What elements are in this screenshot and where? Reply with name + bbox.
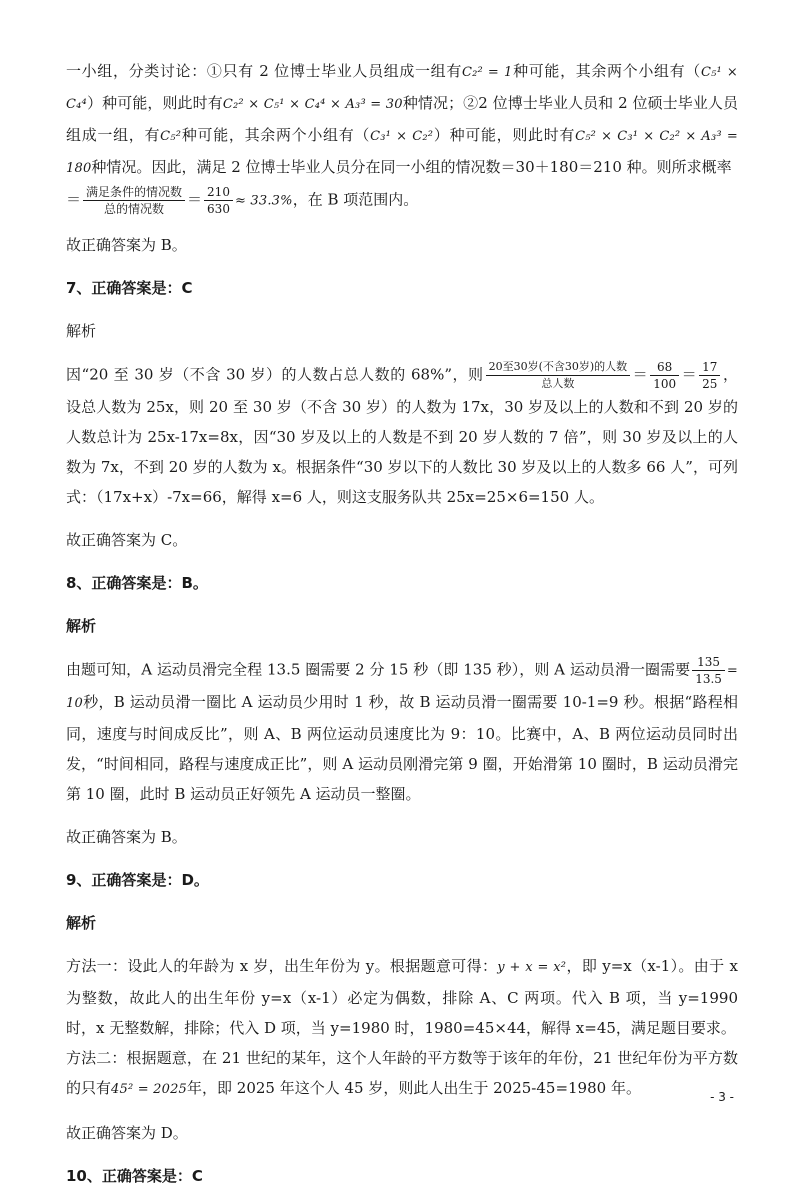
text: 组，有	[113, 126, 161, 144]
text: ）种可能，则此时有	[433, 126, 576, 144]
fraction	[204, 184, 233, 217]
formula: C₅²	[160, 129, 182, 144]
text: 方法一：设此人的年龄为 x 岁，出生年份为 y。根据题意可得：	[66, 957, 498, 975]
text: ＝	[681, 365, 698, 384]
fraction	[486, 359, 631, 392]
formula: C₂² = 1	[461, 65, 513, 80]
text: ，	[722, 365, 738, 384]
text: ，在 B 项范围内。	[292, 190, 419, 209]
fraction-denominator: 13.5	[695, 672, 722, 686]
text: 种可能，其余两个小组有（	[181, 126, 371, 144]
fraction-denominator: 总的情况数	[104, 202, 165, 216]
fraction-denominator: 630	[207, 202, 230, 216]
text: ，即 y=x（x-1）。由于 x 为整数，故此人的出生年份 y=x（x-1）必定为偶数，排除 A、C 两项。代入 B 项，当 y=1990 时，x 无整数解，排除；代入 D 项，当 y=1980 时，1980=45×44，解得 x=45，满足题目要求。	[66, 957, 738, 1037]
fraction	[699, 359, 720, 392]
text: 种可能，则此时有	[102, 94, 223, 112]
q7-analysis	[66, 359, 738, 512]
q7-title: 7、正确答案是：C	[66, 279, 193, 297]
formula: ≈ 33.3%	[234, 193, 293, 209]
text: ＝	[632, 365, 649, 384]
q7-analysis-heading: 解析	[66, 322, 97, 340]
text: 种情况；②2 位博士毕业人员和 2 位硕士毕业人员组成一	[66, 94, 738, 144]
q9-answer: 故正确答案为 D。	[66, 1124, 188, 1142]
fraction-numerator: 20至30岁(不含30岁)的人数	[486, 359, 631, 376]
text: 年，即 2025 年这个人 45 岁，则此人出生于 2025-45=1980 年。	[187, 1079, 641, 1097]
text: 一小组，分类讨论：①只有 2 位博士毕业人员组成一组有	[66, 62, 462, 80]
fraction-denominator: 25	[702, 377, 718, 391]
q8-answer: 故正确答案为 B。	[66, 828, 187, 846]
formula: C₂² × C₅¹ × C₄⁴ × A₃³ = 30	[222, 97, 403, 112]
fraction-numerator: 135	[692, 654, 725, 671]
fraction-numerator: 满足条件的情况数	[83, 184, 185, 201]
q9-method-two	[66, 1043, 738, 1105]
text: 秒，B 运动员滑一圈比 A 运动员少用时 1 秒，故 B 运动员滑一圈需要 10-1=9 秒。根据“路程相同，速度与时间成反比”，则 A、B 两位运动员速度比为 9：10。比赛中，A、B 两位运动员同时出发，“时间相同，路程与速度成正比”，则 A 运动员刚滑完第 9 圈，开始滑第 10 圈时，B 运动员滑完第 10 圈，此时 B 运动员正好领先 A 运动员一整圈。	[66, 693, 738, 803]
formula: C₃¹ × C₂²	[370, 129, 434, 144]
q6-answer: 故正确答案为 B。	[66, 236, 187, 254]
text: ＝	[187, 190, 203, 209]
text: 种可能，其余两个小组有（	[512, 62, 701, 80]
q8-analysis	[66, 654, 738, 809]
q9-title: 9、正确答案是：D。	[66, 871, 209, 889]
q9-method-one	[66, 951, 738, 1043]
text: 因“20 至 30 岁（不含 30 岁）的人数占总人数的 68%”，则	[66, 365, 484, 384]
formula: C₅² × C₃¹ × C₂² × A₃³ = 180	[66, 129, 738, 176]
formula: y + x = x²	[497, 960, 567, 975]
fraction-denominator: 总人数	[541, 377, 575, 390]
q10-title: 10、正确答案是：C	[66, 1167, 203, 1185]
text: ＝	[66, 190, 82, 209]
fraction-numerator: 68	[650, 359, 679, 376]
text: 设总人数为 25x，则 20 至 30 岁（不含 30 岁）的人数为 17x，30 岁及以上的人数和不到 20 岁的人数总计为 25x-17x=8x，因“30 岁及以上的人数是不到 20 岁人数的 7 倍”，则 30 岁及以上的人数为 7x，不到 20 岁的人数为 x。根据条件“30 岁以下的人数比 30 岁及以上的人数多 66 人”，可列式：（17x+x）-7x=66，解得 x=6 人，则这支服务队共 25x=25×6=150 人。	[66, 398, 738, 506]
document-page	[66, 56, 738, 1191]
text: 方法二：根据题意，在 21 世纪的某年，这个人年龄的平方数等于该年的年份，21 世纪年份为平方数的只有	[66, 1049, 738, 1097]
text: 种情况。	[91, 158, 152, 176]
q6-continuation	[66, 56, 738, 217]
text: 由题可知，A 运动员滑完全程 13.5 圈需要 2 分 15 秒（即 135 秒），则 A 运动员滑一圈需要	[66, 660, 691, 679]
q9-analysis-heading: 解析	[66, 914, 97, 932]
text: ）	[86, 94, 103, 112]
formula: = 10	[66, 663, 738, 711]
page-number: - 3 -	[710, 1090, 734, 1104]
fraction	[692, 654, 725, 687]
fraction-denominator: 100	[653, 377, 677, 391]
fraction	[83, 184, 185, 217]
formula: C₅¹ × C₄⁴	[66, 65, 738, 112]
q7-answer: 故正确答案为 C。	[66, 531, 188, 549]
fraction	[650, 359, 679, 392]
text: 因此，满足 2 位博士毕业人员分在同一小组的情况数＝30＋180＝210 种。则所求概率	[151, 158, 732, 176]
formula: 45² = 2025	[111, 1082, 188, 1097]
q8-title: 8、正确答案是：B。	[66, 574, 208, 592]
fraction-numerator: 17	[699, 359, 720, 376]
fraction-numerator: 210	[204, 184, 233, 201]
q8-analysis-heading: 解析	[66, 617, 97, 635]
